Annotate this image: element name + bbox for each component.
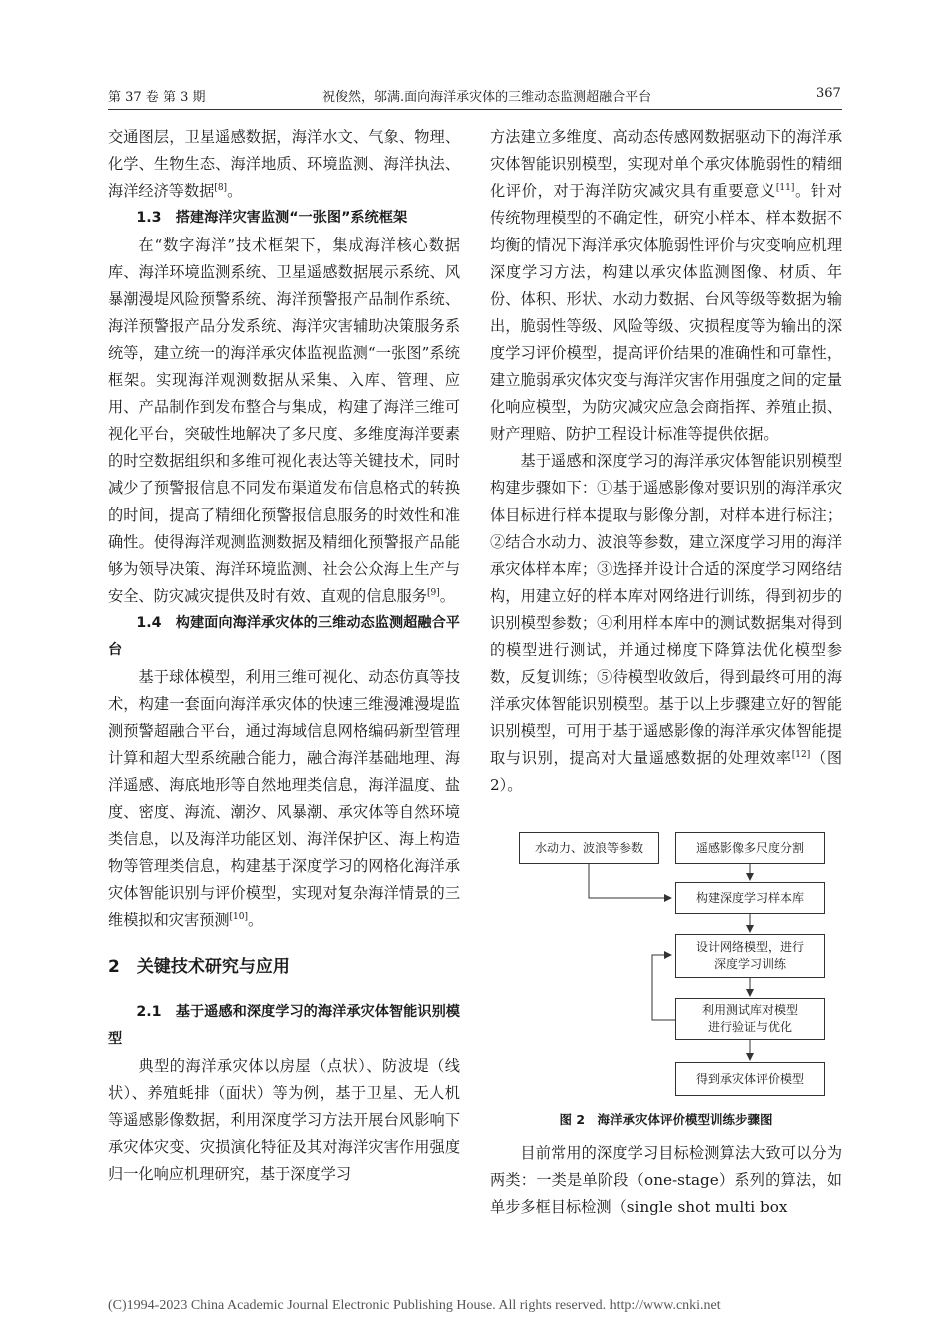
paragraph: 方法建立多维度、高动态传感网数据驱动下的海洋承灾体智能识别模型，实现对单个承灾体脆弱性的精细化评价，对于海洋防灾减灾具有重要意义[11]。针对传统物理模型的不确定性，研究小样本、样本数据不均衡的情况下海洋承灾体脆弱性评价与灾变响应机理深度学习方法，构建以承灾体监测图像、材质、年份、体积、形状、水动力数据、台风等级等数据为输出，脆弱性等级、风险等级、灾损程度等为输出的深度学习评价模型，提高评价结果的准确性和可靠性，建立脆弱承灾体灾变与海洋灾害作用强度之间的定量化响应模型，为防灾减灾应急会商指挥、养殖止损、财产理赔、防护工程设计标准等提供依据。 — [490, 128, 843, 443]
page-number: 367 — [816, 86, 841, 101]
running-title: 祝俊然，邬满.面向海洋承灾体的三维动态监测超融合平台 — [322, 90, 652, 105]
journal-volume-issue: 第 37 卷 第 3 期 — [108, 90, 206, 105]
citation[interactable]: [9] — [426, 587, 440, 598]
paragraph: 交通图层，卫星遥感数据，海洋水文、气象、物理、化学、生物生态、海洋地质、环境监测、海洋执法、海洋经济等数据[8]。 — [108, 128, 460, 200]
section-heading-2: 2 关键技术研究与应用 — [108, 957, 290, 977]
paragraph: 目前常用的深度学习目标检测算法大致可以分为两类：一类是单阶段（one-stage）系列的算法，如单步多框目标检测（single shot multi box — [490, 1144, 842, 1216]
paragraph: 在“数字海洋”技术框架下，集成海洋核心数据库、海洋环境监测系统、卫星遥感数据展示系统、风暴潮漫堤风险预警系统、海洋预警报产品制作系统、海洋预警报产品分发系统、海洋灾害辅助决策服务系统等，建立统一的海洋承灾体监视监测“一张图”系统框架。实现海洋观测数据从采集、入库、管理、应用、产品制作到发布整合与集成，构建了海洋三维可视化平台，突破性地解决了多尺度、多维度海洋要素的时空数据组织和多维可视化表达等关键技术，同时减少了预警报信息不同发布渠道发布信息格式的转换的时间，提高了精细化预警报信息服务的时效性和准确性。使得海洋观测监测数据及精细化预警报产品能够为领导决策、海洋环境监测、社会公众海上生产与安全、防灾减灾提供及时有效、直观的信息服务[9]。 — [108, 236, 460, 605]
citation[interactable]: [11] — [775, 182, 795, 193]
copyright-footer: (C)1994-2023 China Academic Journal Electronic Publishing House. All rights reserved. http://www.cnki.net — [108, 1298, 721, 1313]
flow-box-rs-segmentation: 遥感影像多尺度分割 — [675, 832, 825, 864]
figure-caption: 图 2 海洋承灾体评价模型训练步骤图 — [559, 1112, 773, 1127]
section-heading-1-3: 1.3 搭建海洋灾害监测“一张图”系统框架 — [136, 210, 408, 226]
paragraph: 典型的海洋承灾体以房屋（点状）、防波堤（线状）、养殖蚝排（面状）等为例，基于卫星、无人机等遥感影像数据，利用深度学习方法开展台风影响下承灾体灾变、灾损演化特征及其对海洋灾害作用强度归一化响应机理研究，基于深度学习 — [108, 1057, 460, 1183]
flow-box-design-network: 设计网络模型，进行 深度学习训练 — [675, 934, 825, 978]
right-column-continued — [490, 1140, 842, 1221]
section-heading-2-1: 2.1 基于遥感和深度学习的海洋承灾体智能识别模型 — [108, 1004, 460, 1047]
citation[interactable]: [10] — [229, 911, 248, 922]
citation[interactable]: [12] — [791, 749, 811, 760]
flow-box-build-sample-library: 构建深度学习样本库 — [675, 882, 825, 914]
flow-box-hydrodynamic-params: 水动力、波浪等参数 — [519, 832, 659, 864]
flow-box-validate-optimize: 利用测试库对模型 进行验证与优化 — [675, 998, 825, 1040]
paragraph: 基于球体模型，利用三维可视化、动态仿真等技术，构建一套面向海洋承灾体的快速三维漫滩漫堤监测预警超融合平台，通过海域信息网格编码新型管理计算和超大型系统融合能力，融合海洋基础地理、海洋遥感、海底地形等自然地理类信息，海洋温度、盐度、密度、海流、潮汐、风暴潮、承灾体等自然环境类信息，以及海洋功能区划、海洋保护区、海上构造物等管理类信息，构建基于深度学习的网格化海洋承灾体智能识别与评价模型，实现对复杂海洋情景的三维模拟和灾害预测[10]。 — [108, 668, 460, 929]
flow-box-final-model: 得到承灾体评价模型 — [675, 1062, 825, 1096]
paragraph: 基于遥感和深度学习的海洋承灾体智能识别模型构建步骤如下：①基于遥感影像对要识别的海洋承灾体目标进行样本提取与影像分割，对样本进行标注；②结合水动力、波浪等参数，建立深度学习用的海洋承灾体样本库；③选择并设计合适的深度学习网络结构，用建立好的样本库对网络进行训练，得到初步的识别模型参数；④利用样本库中的测试数据集对得到的模型进行测试，并通过梯度下降算法优化模型参数，反复训练；⑤待模型收敛后，得到最终可用的海洋承灾体智能识别模型。基于以上步骤建立好的智能识别模型，可用于基于遥感影像的海洋承灾体智能提取与识别，提高对大量遥感数据的处理效率[12]（图 2）。 — [490, 452, 843, 794]
section-heading-1-4: 1.4 构建面向海洋承灾体的三维动态监测超融合平台 — [108, 615, 460, 658]
citation[interactable]: [8] — [214, 182, 228, 193]
